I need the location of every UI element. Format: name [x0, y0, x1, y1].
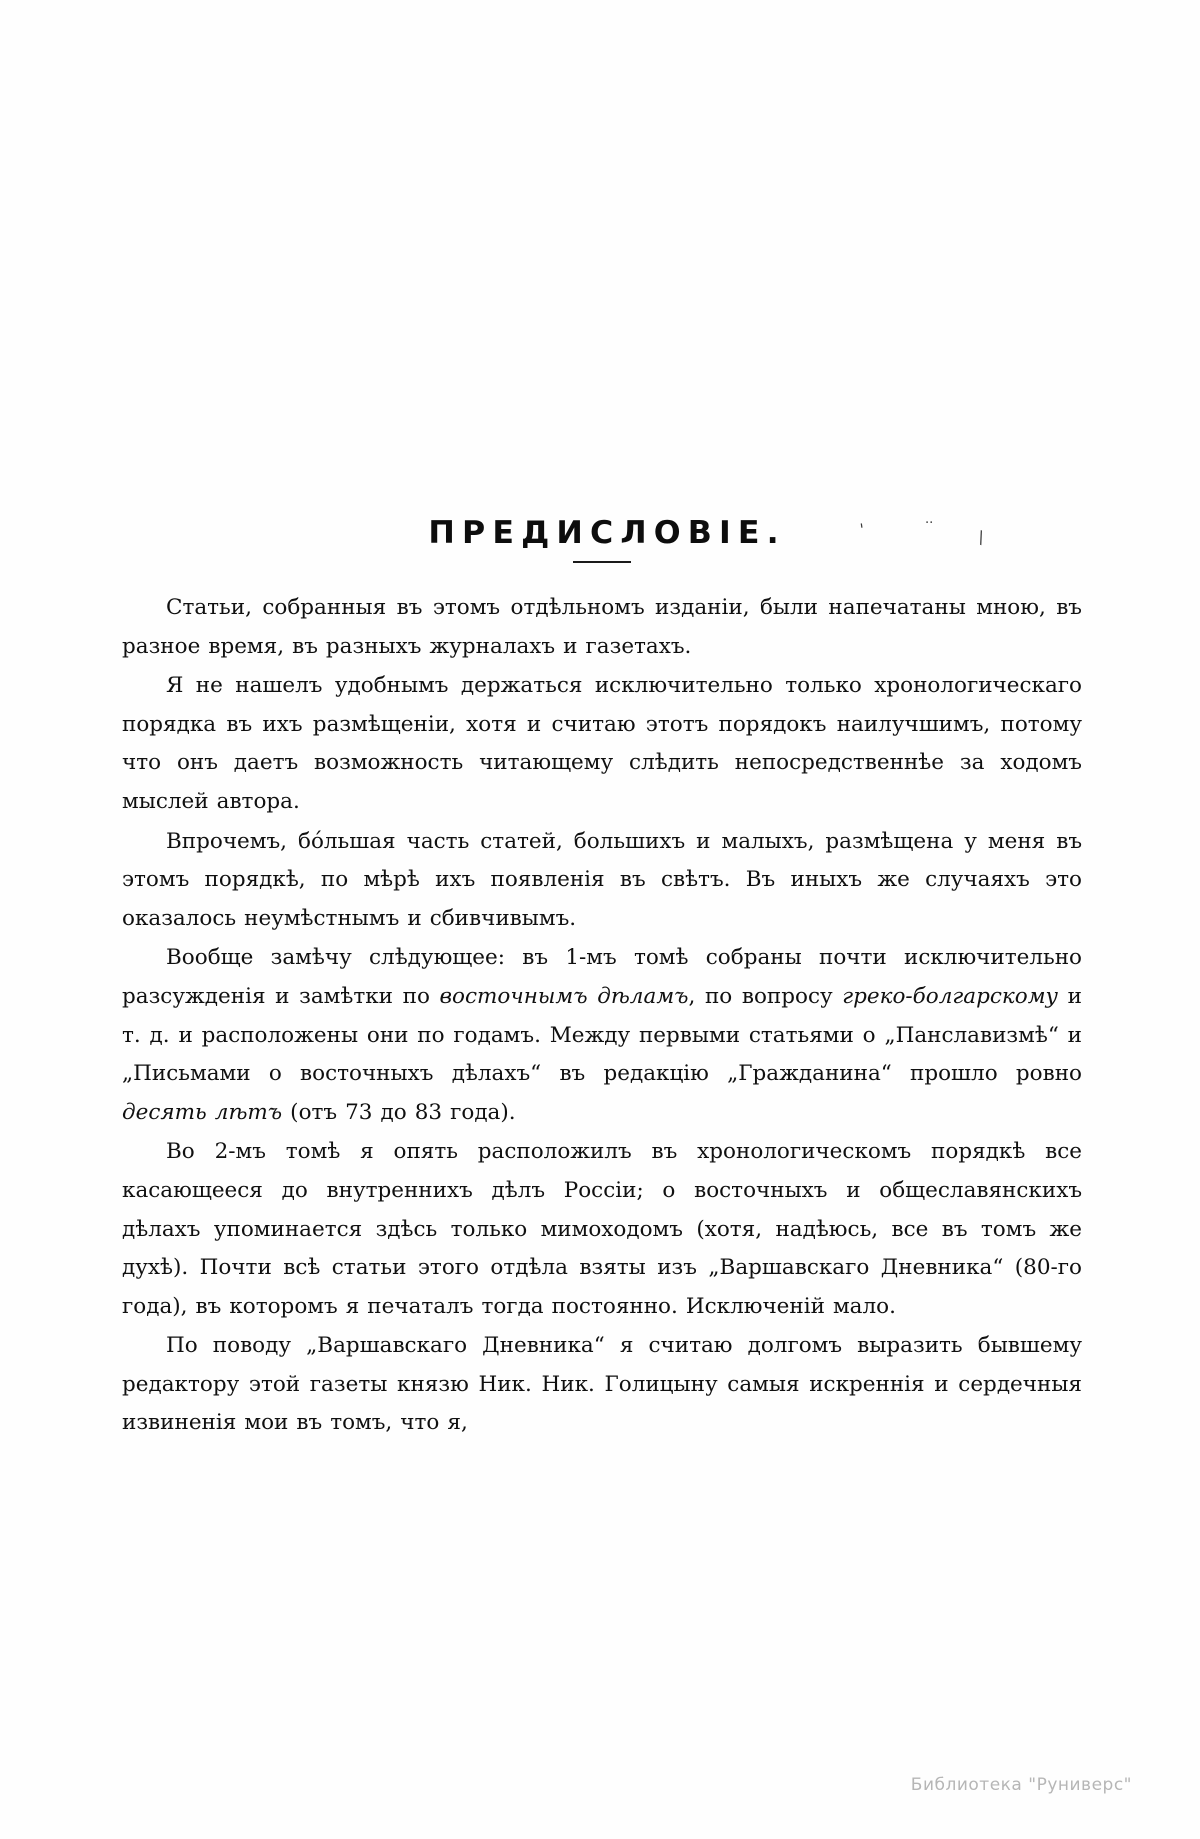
emphasis: десять лѣтъ [122, 1099, 283, 1125]
emphasis: греко-болгарскому [842, 983, 1059, 1009]
page-title: ПРЕДИСЛОВІЕ. [428, 515, 786, 551]
paragraph: Вообще замѣчу слѣдующее: въ 1-мъ томѣ собраны почти исключительно разсужденія и замѣтки по восточнымъ дѣламъ, по вопросу греко-болгарскому и т. д. и расположены они по годамъ. Между первыми статьями о „Панславизмѣ“ и „Письмами о восточныхъ дѣлахъ“ въ редакцію „Гражданина“ прошло ровно десять лѣтъ (отъ 73 до 83 года). [122, 945, 1082, 1125]
paragraph: Во 2-мъ томѣ я опять расположилъ въ хронологическомъ порядкѣ все касающееся до внутреннихъ дѣлъ Россіи; о восточныхъ и общеславянскихъ дѣлахъ упоминается здѣсь только мимоходомъ (хотя, надѣюсь, все въ томъ же духѣ). Почти всѣ статьи этого отдѣла взяты изъ „Варшавскаго Дневника“ (80-го года), въ которомъ я печаталъ тогда постоянно. Исключеній мало. [122, 1139, 1082, 1319]
library-watermark: Библиотека "Руниверс" [910, 1775, 1132, 1795]
pen-stroke-icon: \ [974, 527, 987, 549]
paragraph: Я не нашелъ удобнымъ держаться исключительно только хронологическаго порядка въ ихъ размѣщеніи, хотя и считаю этотъ порядокъ наилучшимъ, потому что онъ даетъ возможность читающему слѣдить непосредственнѣе за ходомъ мыслей автора. [122, 673, 1082, 814]
page-content [122, 515, 1082, 1444]
body-text [122, 589, 1082, 1443]
paragraph: Впрочемъ, бо́льшая часть статей, большихъ и малыхъ, размѣщена у меня въ этомъ порядкѣ, по мѣрѣ ихъ появленія въ свѣтъ. Въ иныхъ же случаяхъ это оказалось неумѣстнымъ и сбивчивымъ. [122, 828, 1082, 931]
emphasis: восточнымъ дѣламъ [439, 983, 689, 1009]
pen-dots-icon: .. [925, 512, 934, 527]
pen-mark-icon: ' [858, 519, 866, 540]
title-divider [573, 561, 631, 563]
paragraph: Статьи, собранныя въ этомъ отдѣльномъ изданіи, были напечатаны мною, въ разное время, въ разныхъ журналахъ и газетахъ. [122, 595, 1082, 659]
paragraph: По поводу „Варшавскаго Дневника“ я считаю долгомъ выразить бывшему редактору этой газеты князю Ник. Ник. Голицыну самыя искреннія и сердечныя извиненія мои въ томъ, что я, [122, 1333, 1082, 1436]
